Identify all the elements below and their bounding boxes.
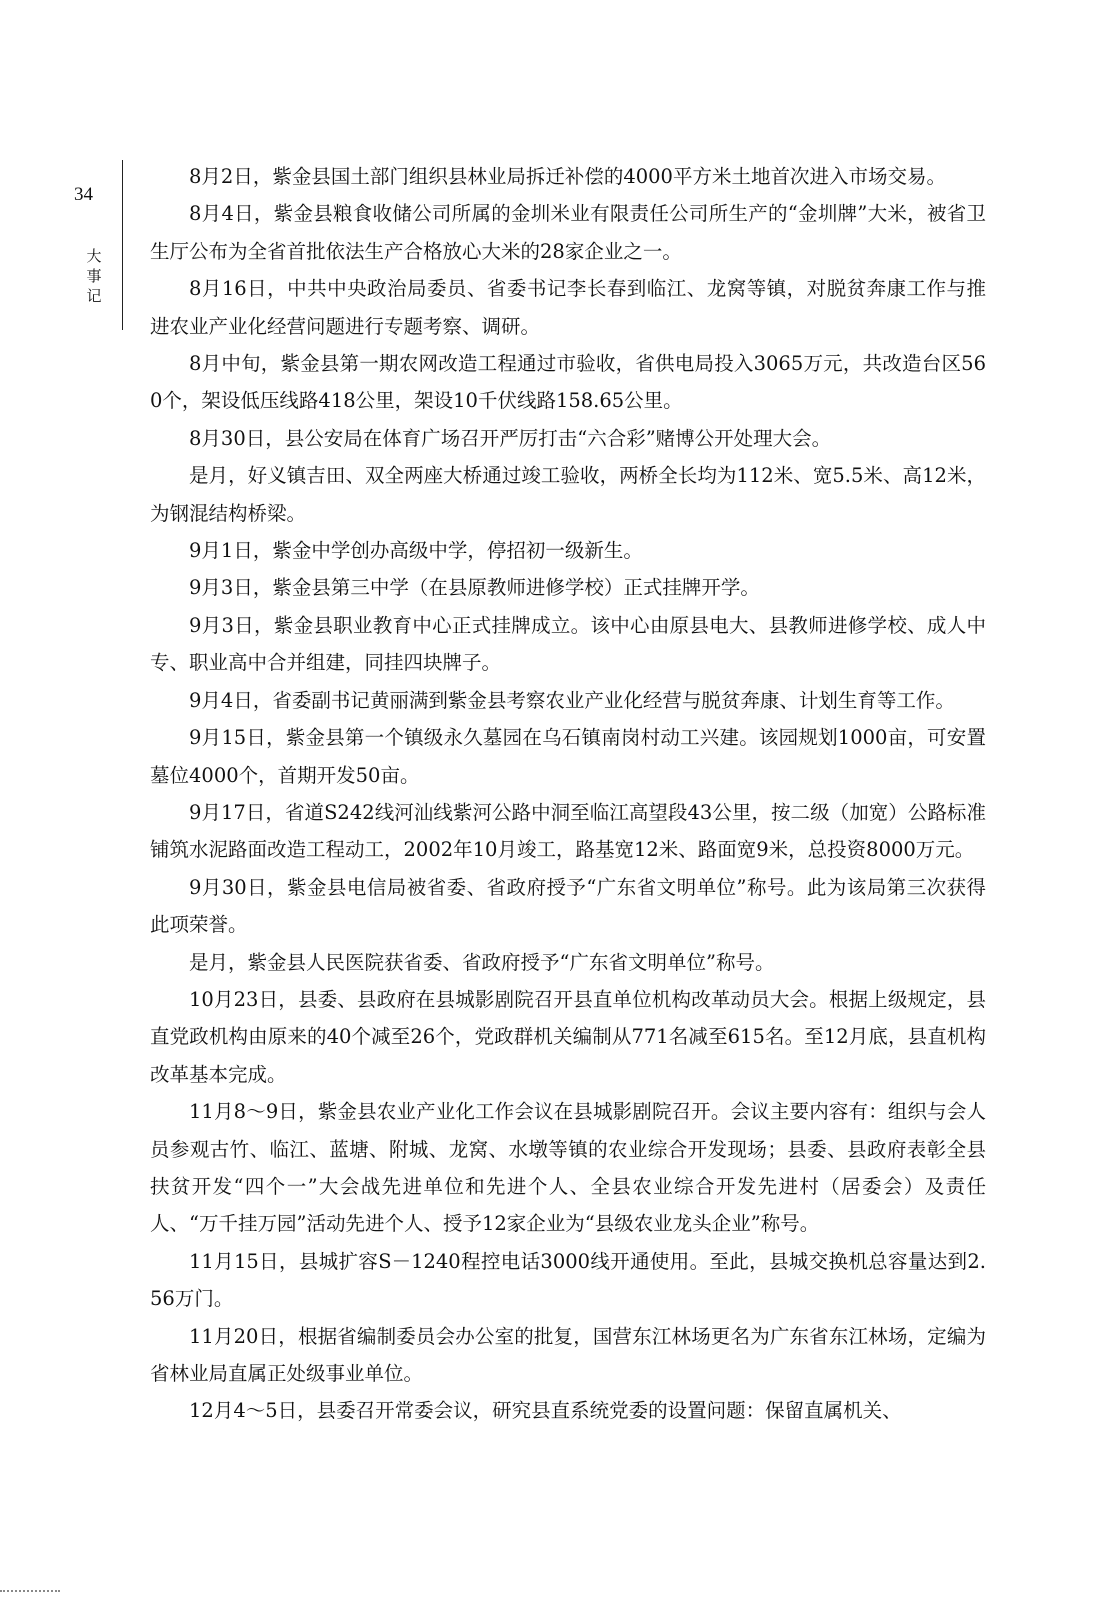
chronicle-entry: 8月30日，县公安局在体育广场召开严厉打击“六合彩”赌博公开处理大会。: [189, 426, 832, 450]
chronicle-entry: 9月3日，紫金县第三中学（在县原教师进修学校）正式挂牌开学。: [189, 576, 760, 600]
chronicle-entry: 9月15日，紫金县第一个镇级永久墓园在乌石镇南岗村动工兴建。该园规划1000亩，可安置墓位4000个，首期开发50亩。: [150, 726, 986, 787]
chronicle-entry: 12月4～5日，县委召开常委会议，研究县直系统党委的设置问题：保留直属机关、: [189, 1399, 902, 1423]
chronicle-entry: 11月15日，县城扩容S－1240程控电话3000线开通使用。至此，县城交换机总容量达到2.56万门。: [150, 1249, 986, 1311]
chronicle-entry: 是月，紫金县人民医院获省委、省政府授予“广东省文明单位”称号。: [189, 950, 775, 974]
page-number: 34: [74, 184, 93, 205]
chronicle-entry: 8月16日，中共中央政治局委员、省委书记李长春到临江、龙窝等镇，对脱贫奔康工作与推进农业产业化经营问题进行专题考察、调研。: [150, 277, 986, 338]
chronicle-entry: 10月23日，县委、县政府在县城影剧院召开县直单位机构改革动员大会。根据上级规定，县直党政机构由原来的40个减至26个，党政群机关编制从771名减至615名。至12月底，县直机构改革基本完成。: [150, 987, 986, 1086]
chronicle-entry: 8月4日，紫金县粮食收储公司所属的金圳米业有限责任公司所生产的“金圳牌”大米，被省卫生厅公布为全省首批依法生产合格放心大米的28家企业之一。: [150, 202, 986, 263]
chronicle-body: [150, 158, 986, 1430]
margin-rule: [122, 160, 123, 330]
section-tag-char: 大: [86, 247, 102, 265]
chronicle-entry: 9月30日，紫金县电信局被省委、省政府授予“广东省文明单位”称号。此为该局第三次获得此项荣誉。: [150, 875, 986, 937]
chronicle-entry: 11月8～9日，紫金县农业产业化工作会议在县城影剧院召开。会议主要内容有：组织与会人员参观古竹、临江、蓝塘、附城、龙窝、水墩等镇的农业综合开发现场；县委、县政府表彰全县扶贫开发“四个一”大会战先进单位和先进个人、全县农业综合开发先进村（居委会）及责任人、“万千挂万园”活动先进个人、授予12家企业为“县级农业龙头企业”称号。: [150, 1100, 986, 1236]
section-tag-char: 事: [86, 267, 102, 285]
chronicle-entry: 8月2日，紫金县国土部门组织县林业局拆迁补偿的4000平方米土地首次进入市场交易。: [189, 165, 946, 188]
chronicle-entry: 9月3日，紫金县职业教育中心正式挂牌成立。该中心由原县电大、县教师进修学校、成人中专、职业高中合并组建，同挂四块牌子。: [150, 613, 986, 675]
section-tag: [84, 246, 104, 306]
chronicle-entry: 9月4日，省委副书记黄丽满到紫金县考察农业产业化经营与脱贫奔康、计划生育等工作。: [189, 688, 955, 712]
scan-edge-mark: [0, 1590, 60, 1595]
chronicle-entry: 11月20日，根据省编制委员会办公室的批复，国营东江林场更名为广东省东江林场，定编为省林业局直属正处级事业单位。: [150, 1324, 986, 1385]
chronicle-entry: 9月1日，紫金中学创办高级中学，停招初一级新生。: [189, 539, 643, 563]
section-tag-char: 记: [86, 287, 102, 305]
chronicle-entry: 9月17日，省道S242线河汕线紫河公路中洞至临江高望段43公里，按二级（加宽）公路标准铺筑水泥路面改造工程动工，2002年10月竣工，路基宽12米、路面宽9米，总投资8000万元。: [150, 800, 986, 862]
chronicle-entry: 是月，好义镇吉田、双全两座大桥通过竣工验收，两桥全长均为112米、宽5.5米、高12米，为钢混结构桥梁。: [150, 464, 986, 525]
chronicle-entry: 8月中旬，紫金县第一期农网改造工程通过市验收，省供电局投入3065万元，共改造台区560个，架设低压线路418公里，架设10千伏线路158.65公里。: [150, 352, 986, 413]
